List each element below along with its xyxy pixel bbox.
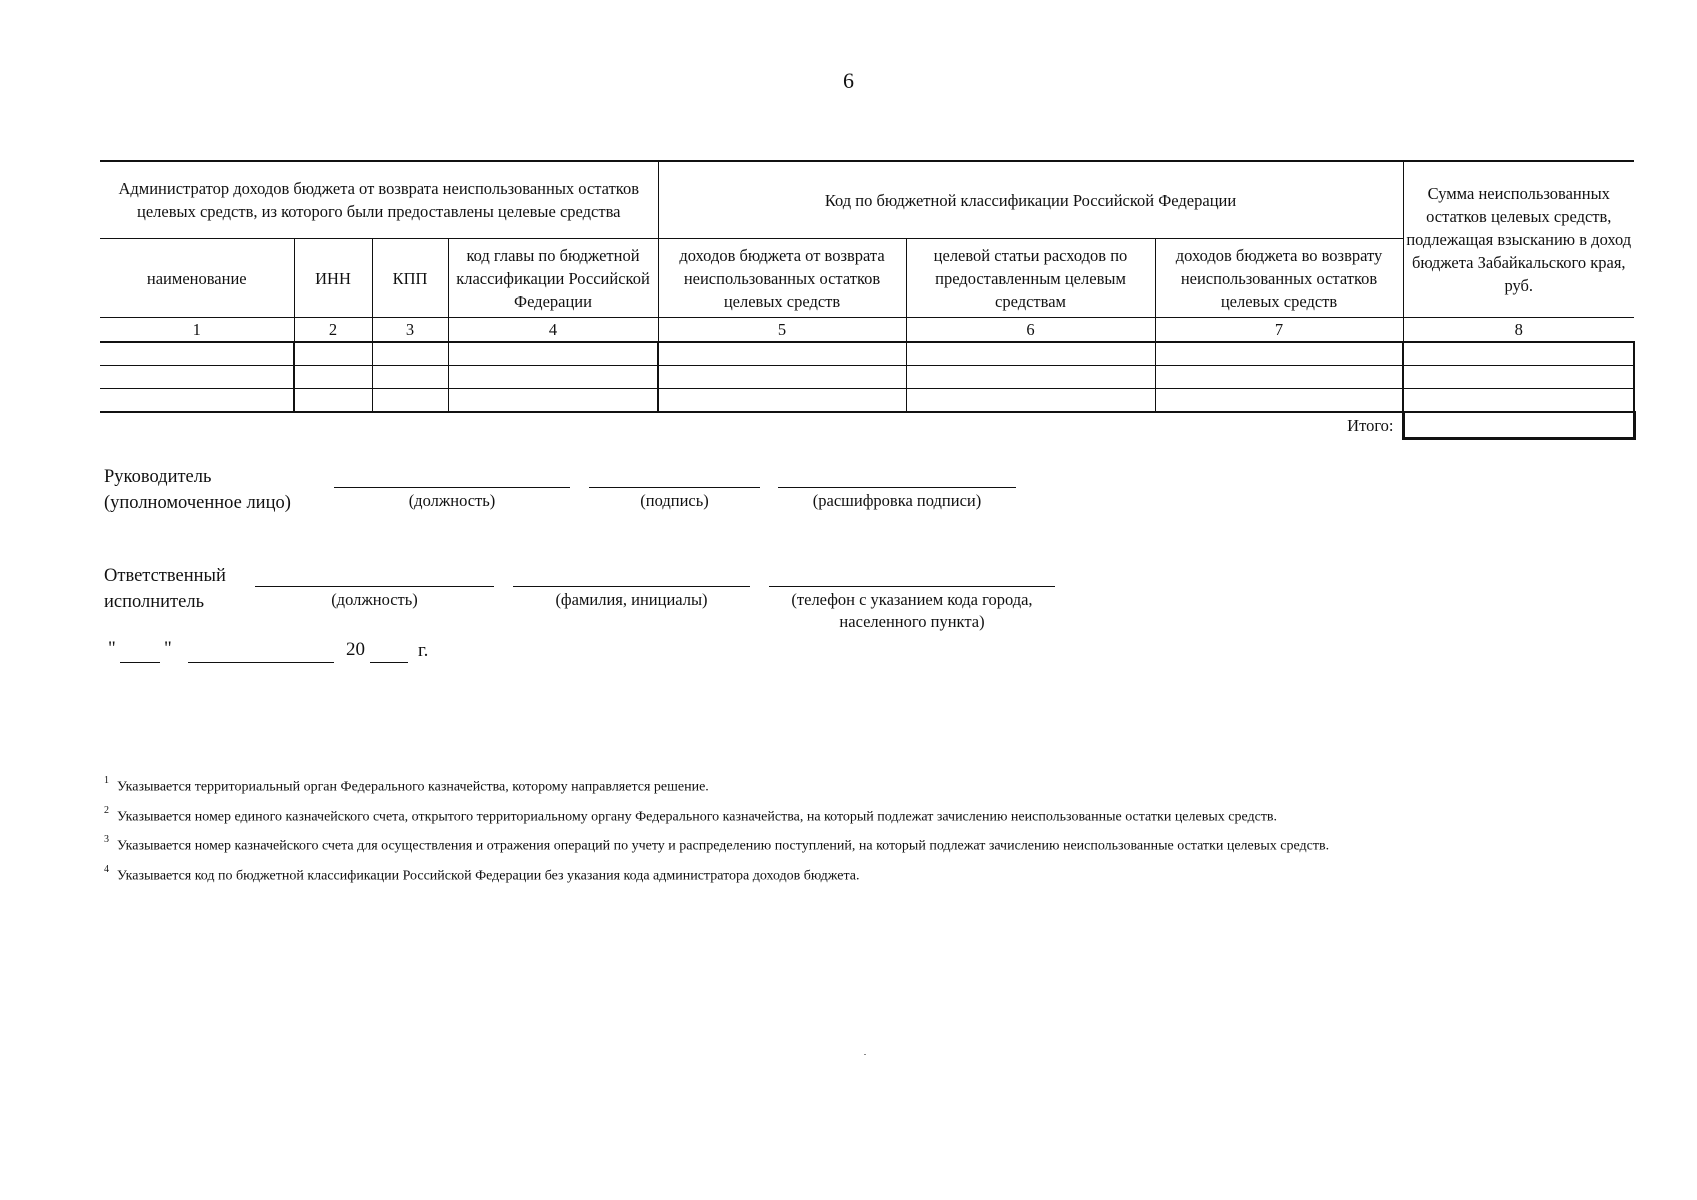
table-cell[interactable] [1403, 389, 1634, 413]
header-expense-code: целевой статьи расходов по предоставленным целевым средствам [906, 239, 1155, 318]
table-cell[interactable] [372, 366, 448, 389]
column-number: 4 [448, 318, 658, 343]
table-cell[interactable] [448, 389, 658, 413]
date-quote-open: " [108, 638, 116, 659]
table-cell[interactable] [100, 389, 294, 413]
date-month-line[interactable] [188, 662, 334, 663]
header-refund-sum: Сумма неиспользованных остатков целевых средств, подлежащая взысканию в доход бюджета Забайкальского края, руб. [1403, 161, 1634, 318]
table-cell[interactable] [448, 342, 658, 366]
header-budget-code: Код по бюджетной классификации Российской Федерации [658, 161, 1403, 239]
table-cell[interactable] [658, 366, 906, 389]
executor-position-line[interactable] [255, 586, 494, 587]
head-label-sub: (уполномоченное лицо) [104, 493, 291, 513]
executor-name-caption: (фамилия, инициалы) [555, 590, 708, 609]
table-cell[interactable] [906, 342, 1155, 366]
total-label: Итого: [1347, 416, 1394, 436]
table-cell[interactable] [1155, 389, 1403, 413]
executor-name-line[interactable] [513, 586, 750, 587]
table-cell[interactable] [906, 366, 1155, 389]
head-position-caption: (должность) [408, 491, 496, 510]
table-cell[interactable] [658, 389, 906, 413]
date-year-suffix: г. [418, 640, 429, 661]
table-cell[interactable] [448, 366, 658, 389]
refund-form-table [100, 160, 1636, 440]
scan-speck [864, 1054, 866, 1055]
header-return-code: доходов бюджета во возврату неиспользованных остатков целевых средств [1155, 239, 1403, 318]
column-number: 8 [1403, 318, 1634, 343]
head-signature-caption: (подпись) [640, 491, 709, 510]
footnote: $^4$ Указывается код по бюджетной классификации Российской Федерации без указания кода администратора доходов бюджета. [104, 863, 860, 884]
executor-phone-caption: (телефон с указанием кода города, населенного пункта) [791, 590, 1033, 631]
date-year-prefix: 20 [346, 639, 365, 660]
table-cell[interactable] [1155, 366, 1403, 389]
executor-label: Ответственный [104, 566, 226, 586]
column-number: 1 [100, 318, 294, 343]
total-sum-cell[interactable] [1403, 412, 1634, 439]
header-chapter-code: код главы по бюджетной классификации Российской Федерации [448, 239, 658, 318]
head-label: Руководитель [104, 467, 212, 487]
table-row [100, 389, 1634, 413]
footnote: $^2$ Указывается номер единого казначейского счета, открытого территориальному органу Федерального казначейства, на который подлежат зачислению неиспользованные остатки целевых средств. [104, 804, 1278, 825]
table-cell[interactable] [372, 389, 448, 413]
column-number: 7 [1155, 318, 1403, 343]
date-year-line[interactable] [370, 662, 408, 663]
table-row [100, 342, 1634, 366]
date-quote-close: " [164, 638, 172, 659]
table-cell[interactable] [372, 342, 448, 366]
page-number: 6 [843, 68, 854, 93]
footnote: $^3$ Указывается номер казначейского счета для осуществления и отражения операций по учету и распределению поступлений, на который подлежат зачислению неиспользованные остатки целевых средств. [104, 834, 1330, 854]
footnote: $^1$ Указывается территориальный орган Федерального казначейства, которому направляется решение. [104, 775, 709, 795]
table-cell[interactable] [100, 366, 294, 389]
table-cell[interactable] [294, 342, 372, 366]
column-number: 6 [906, 318, 1155, 343]
header-administrator: Администратор доходов бюджета от возврата неиспользованных остатков целевых средств, из которого были предоставлены целевые средства [100, 161, 658, 239]
table-cell[interactable] [1403, 342, 1634, 366]
table-cell[interactable] [1403, 366, 1634, 389]
executor-label-sub: исполнитель [104, 592, 205, 612]
header-income-code: доходов бюджета от возврата неиспользованных остатков целевых средств [658, 239, 906, 318]
head-name-line[interactable] [778, 487, 1016, 488]
footnotes [104, 770, 1604, 889]
head-name-caption: (расшифровка подписи) [812, 491, 982, 510]
table-cell[interactable] [658, 342, 906, 366]
table-cell[interactable] [100, 342, 294, 366]
header-name: наименование [100, 239, 294, 318]
header-inn: ИНН [294, 239, 372, 318]
executor-phone-line[interactable] [769, 586, 1055, 587]
table-row [100, 366, 1634, 389]
column-number: 5 [658, 318, 906, 343]
table-cell[interactable] [1155, 342, 1403, 366]
table-cell[interactable] [906, 389, 1155, 413]
header-kpp: КПП [372, 239, 448, 318]
head-signature-line[interactable] [589, 487, 760, 488]
head-position-line[interactable] [334, 487, 570, 488]
executor-position-caption: (должность) [331, 590, 418, 609]
table-cell[interactable] [294, 389, 372, 413]
date-day-line[interactable] [120, 662, 160, 663]
column-number: 3 [372, 318, 448, 343]
table-cell[interactable] [294, 366, 372, 389]
column-number: 2 [294, 318, 372, 343]
